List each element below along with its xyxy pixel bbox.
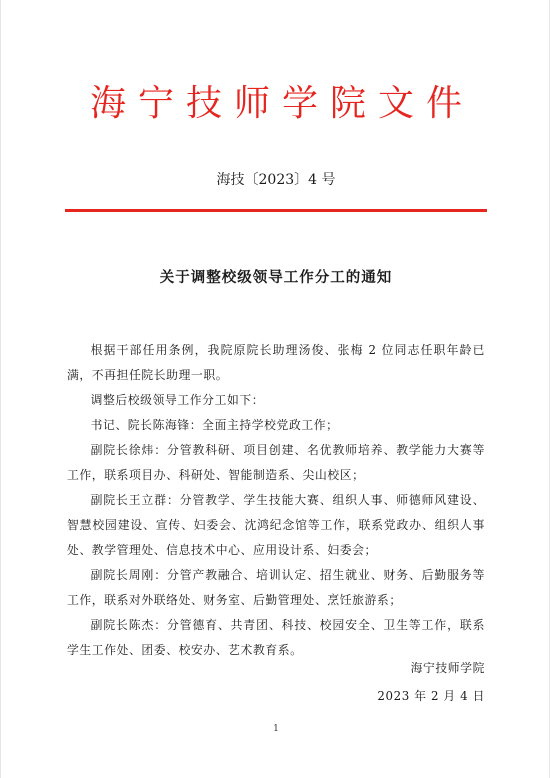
- document-number: 海技〔2023〕4 号: [216, 172, 336, 188]
- red-divider-line: [65, 209, 487, 212]
- notice-body: [67, 338, 485, 663]
- page-number: 1: [273, 724, 279, 734]
- body-paragraph: 副院长陈杰：分管德育、共青团、科技、校园安全、卫生等工作，联系学生工作处、团委、校安办、艺术教育系。: [67, 618, 485, 657]
- body-paragraph: 副院长王立群：分管教学、学生技能大赛、组织人事、师德师风建设、智慧校园建设、宣传、妇委会、沈鸿纪念馆等工作，联系党政办、组织人事处、教学管理处、信息技术中心、应用设计系、妇委会；: [67, 493, 485, 557]
- body-paragraph: 书记、院长陈海锋：全面主持学校党政工作；: [90, 418, 339, 432]
- issuing-organization: 海宁技师学院: [410, 661, 485, 675]
- body-paragraph: 副院长徐炜：分管教科研、项目创建、名优教师培养、教学能力大赛等工作，联系项目办、科研处、智能制造系、尖山校区；: [67, 443, 485, 482]
- document-header-title: 海宁技师学院文件: [89, 83, 474, 124]
- notice-title: 关于调整校级领导工作分工的通知: [159, 270, 393, 286]
- body-paragraph: 副院长周刚：分管产教融合、培训认定、招生就业、财务、后勤服务等工作，联系对外联络处、财务室、后勤管理处、烹饪旅游系；: [67, 568, 485, 607]
- issue-date: 2023 年 2 月 4 日: [377, 689, 485, 703]
- body-paragraph: 根据干部任用条例，我院原院长助理汤俊、张梅 2 位同志任职年龄已满，不再担任院长助理一职。: [67, 343, 485, 382]
- body-paragraph: 调整后校级领导工作分工如下：: [90, 393, 265, 407]
